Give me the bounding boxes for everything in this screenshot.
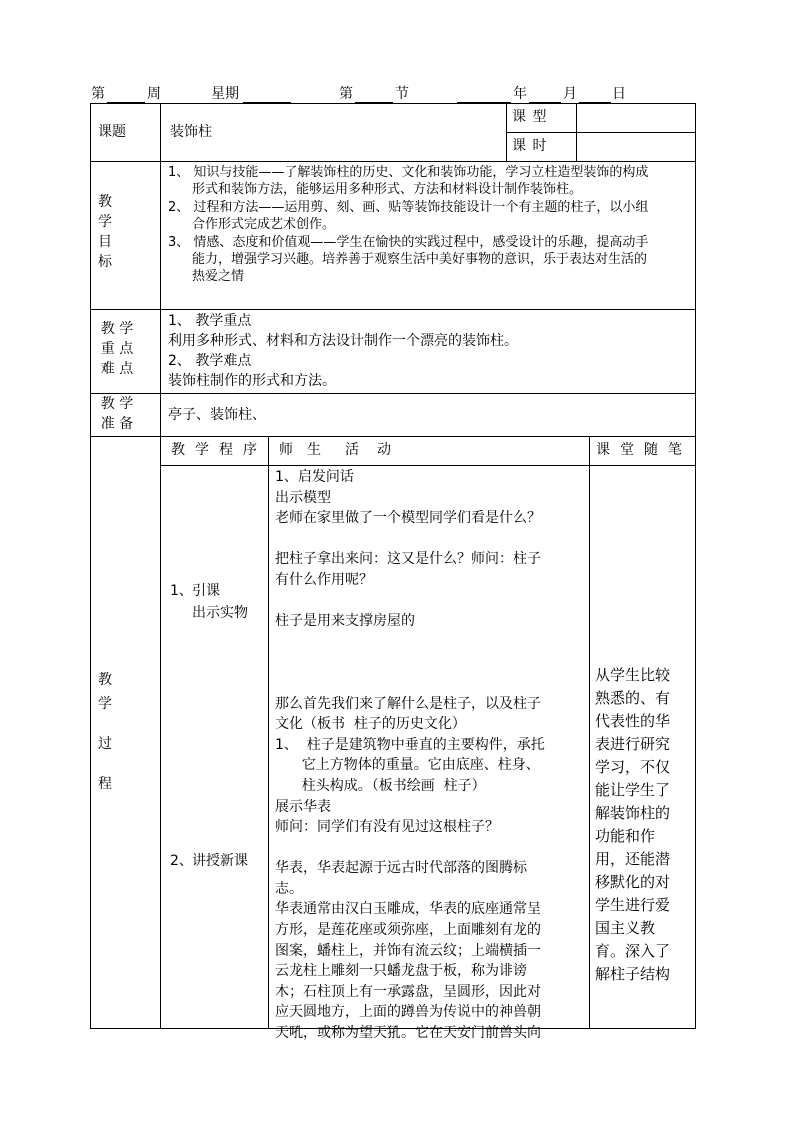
period-blank[interactable] (355, 86, 393, 103)
activity-line: 柱子是用来支撑房屋的 (275, 613, 415, 630)
col-line-label (160, 103, 161, 1029)
keypoints-label-row: 教 学 (100, 321, 134, 337)
notes-line: 功能和作 (595, 827, 656, 845)
activity-line (275, 652, 585, 673)
keypoints-label (90, 319, 144, 379)
notes-line: 解柱子结构 (595, 965, 671, 983)
notes-line: 学生进行爱 (595, 896, 671, 914)
col-line-procedure (268, 436, 269, 1029)
activity-line: 方形，是莲花座或须弥座，上面雕刻有龙的 (275, 922, 541, 939)
row-line-topic (90, 161, 696, 162)
activity-line: 华表，华表起源于远古时代部落的图腾标 (275, 860, 527, 877)
objectives-label-char: 目 (98, 234, 112, 250)
preparation-label-row: 准 备 (100, 416, 134, 432)
activity-line: 志。 (275, 880, 303, 897)
objective-line: 1、 知识与技能——了解装饰柱的历史、文化和装饰功能，学习立柱造型装饰的构成 (168, 165, 649, 180)
day-label: 日 (612, 86, 626, 102)
activity-line: 展示华表 (275, 798, 331, 815)
step-title: 讲授新课 (192, 853, 248, 869)
activity-line (275, 838, 585, 859)
table-border-top (90, 103, 696, 104)
process-label-char: 程 (98, 776, 112, 792)
process-label-char: 教 (98, 672, 112, 688)
topic-value: 装饰柱 (170, 124, 212, 140)
notes-header-char: 随 (644, 442, 658, 458)
table-border-right (695, 103, 696, 1029)
activity-line: 出示模型 (275, 489, 331, 506)
activity-line (275, 673, 585, 694)
activity-line: 华表通常由汉白玉雕成，华表的底座通常呈 (275, 901, 541, 918)
activity-line: 文化（板书 柱子的历史文化） (275, 716, 466, 733)
week-prefix: 第 (91, 86, 105, 102)
activity-line: 把柱子拿出来问：这又是什么？师问：柱子 (275, 551, 541, 568)
keypoints-line: 1、 教学重点 (168, 313, 252, 329)
objective-line: 3、 情感、态度和价值观——学生在愉快的实践过程中，感受设计的乐趣，提高动手 (168, 234, 649, 250)
notes-header-char: 课 (596, 442, 610, 458)
weekday-label: 星期 (211, 86, 239, 102)
activity-header-char: 生 (307, 442, 321, 458)
objectives-label-char: 学 (98, 214, 112, 230)
step-number: 2、 (170, 853, 193, 869)
lesson-plan-table (90, 103, 696, 1042)
activity-line: 它上方物体的重量。它由底座、柱身、 (275, 757, 540, 774)
activity-line (275, 632, 585, 653)
lesson-header (91, 84, 695, 104)
activity-line: 图案，蟠柱上，并饰有流云纹；上端横插一 (275, 942, 541, 959)
activity-line: 那么首先我们来了解什么是柱子，以及柱子 (275, 695, 541, 712)
activity-header-char: 动 (377, 442, 391, 458)
notes-line: 用，还能潜 (595, 850, 671, 868)
objective-line: 能力，增强学习兴趣。培养善于观察生活中美好事物的意识，乐于表达对生活的 (192, 252, 648, 268)
notes-line: 代表性的华 (595, 712, 671, 730)
lesson-hours-label: 课 时 (512, 138, 548, 154)
notes-line: 国主义教 (595, 919, 656, 937)
notes-text (595, 664, 693, 986)
notes-line: 学习，不仅 (595, 758, 671, 776)
col-line-type-value (576, 103, 577, 161)
preparation-label-row: 教 学 (100, 396, 134, 412)
year-label: 年 (513, 86, 527, 102)
activity-header-char: 活 (345, 442, 359, 458)
notes-line: 移默化的对 (595, 873, 671, 891)
notes-line: 育。深入了 (595, 942, 671, 960)
week-blank[interactable] (107, 86, 145, 103)
year-blank[interactable] (457, 86, 511, 103)
process-label-char: 学 (98, 696, 112, 712)
row-line-preparation (90, 436, 696, 437)
period-suffix: 节 (395, 86, 409, 102)
objectives-text (168, 164, 692, 286)
weekday-blank[interactable] (243, 86, 291, 103)
day-blank[interactable] (579, 86, 611, 103)
preparation-value: 亭子、装饰柱、 (168, 407, 266, 423)
row-line-objectives (90, 309, 696, 310)
procedure-header-char: 教 (171, 442, 185, 458)
objective-line: 合作形式完成艺术创作。 (192, 217, 336, 233)
activity-line: 云龙柱上雕刻一只蟠龙盘于板，称为诽谤 (275, 963, 527, 980)
activity-line: 木；石柱顶上有一承露盘，呈圆形，因此对 (275, 983, 541, 1000)
col-line-activity (589, 436, 590, 1029)
keypoints-line: 2、 教学难点 (168, 353, 252, 369)
keypoints-label-row: 难 点 (100, 361, 134, 377)
notes-header (590, 441, 695, 461)
topic-label: 课题 (98, 124, 126, 140)
activity-header-char: 师 (279, 442, 293, 458)
activity-text (275, 467, 585, 1044)
procedure-header-char: 程 (219, 442, 233, 458)
procedure-header-char: 序 (243, 442, 257, 458)
activity-line (275, 529, 585, 550)
notes-line: 解装饰柱的 (595, 804, 671, 822)
activity-line: 1、 柱子是建筑物中垂直的主要构件，承托 (275, 736, 545, 753)
lesson-type-label: 课 型 (512, 109, 548, 125)
keypoints-text (168, 311, 692, 391)
notes-line: 能让学生了 (595, 781, 671, 799)
step-subtitle: 出示实物 (192, 605, 248, 621)
objectives-label-char: 标 (98, 254, 112, 270)
activity-line: 有什么作用呢？ (275, 571, 373, 588)
row-line-type (506, 132, 696, 133)
procedure-header (161, 441, 268, 461)
objectives-label-char: 教 (98, 194, 112, 210)
lesson-type-value[interactable] (582, 108, 690, 127)
period-prefix: 第 (339, 86, 353, 102)
activity-line: 1、启发问话 (275, 469, 354, 485)
activity-line: 师问：同学们有没有见过这根柱子？ (275, 819, 499, 836)
notes-line: 从学生比较 (595, 666, 671, 684)
keypoints-label-row: 重 点 (100, 341, 134, 357)
lesson-hours-value[interactable] (582, 137, 690, 156)
row-line-process-header (160, 465, 696, 466)
keypoints-line: 装饰柱制作的形式和方法。 (168, 373, 336, 389)
notes-header-char: 笔 (668, 442, 682, 458)
activity-line: 应天圆地方，上面的蹲兽为传说中的神兽朝 (275, 1004, 541, 1021)
activity-line (275, 591, 585, 612)
objective-line: 形式和装饰方法，能够运用多种形式、方法和材料设计制作装饰柱。 (192, 182, 583, 198)
procedure-header-char: 学 (195, 442, 209, 458)
activity-line: 柱头构成。（板书绘画 柱子） (275, 777, 486, 794)
step-number: 1、 (170, 583, 193, 599)
preparation-label (90, 394, 144, 434)
process-label-char: 过 (98, 736, 112, 752)
step-title: 引课 (192, 583, 220, 599)
objectives-label (90, 192, 120, 272)
activity-line: 天吼，或称为望天犼。它在天安门前兽头向 (275, 1025, 541, 1042)
objective-line: 热爱之情 (192, 269, 245, 285)
month-label: 月 (563, 86, 577, 102)
notes-line: 表进行研究 (595, 735, 671, 753)
month-blank[interactable] (529, 86, 561, 103)
notes-header-char: 堂 (620, 442, 634, 458)
col-line-type-label (506, 103, 507, 161)
activity-line: 老师在家里做了一个模型同学们看是什么？ (275, 510, 541, 527)
activity-header (269, 441, 589, 461)
row-line-keypoints (90, 393, 696, 394)
week-suffix: 周 (147, 86, 161, 102)
keypoints-line: 利用多种形式、材料和方法设计制作一个漂亮的装饰柱。 (168, 333, 518, 349)
notes-line: 熟悉的、有 (595, 689, 671, 707)
objective-line: 2、 过程和方法——运用剪、刻、画、贴等装饰技能设计一个有主题的柱子，以小组 (168, 199, 649, 215)
